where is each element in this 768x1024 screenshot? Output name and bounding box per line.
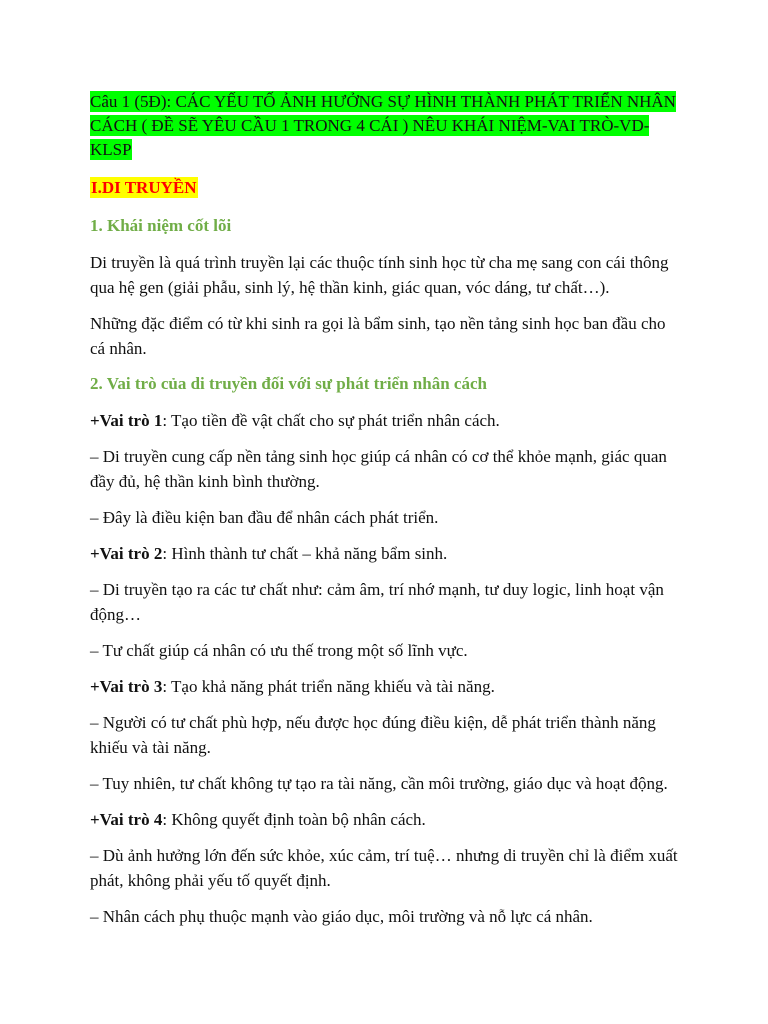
role-1: [90, 408, 678, 433]
paragraph-definition: Di truyền là quá trình truyền lại các thuộc tính sinh học từ cha mẹ sang con cái thông qua hệ gen (giải phẫu, sinh lý, hệ thần kinh, giác quan, vóc dáng, tư chất…).: [90, 253, 669, 297]
role-3-point-b: – Tuy nhiên, tư chất không tự tạo ra tài năng, cần môi trường, giáo dục và hoạt động.: [90, 774, 668, 793]
paragraph-innate: Những đặc điểm có từ khi sinh ra gọi là bẩm sinh, tạo nền tảng sinh học ban đầu cho cá nhân.: [90, 314, 666, 358]
subheading-roles: 2. Vai trò của di truyền đối với sự phát triển nhân cách: [90, 374, 487, 393]
role-1-text: : Tạo tiền đề vật chất cho sự phát triển nhân cách.: [162, 411, 500, 430]
role-2-point-b: – Tư chất giúp cá nhân có ưu thế trong một số lĩnh vực.: [90, 641, 468, 660]
subheading-concept: 1. Khái niệm cốt lõi: [90, 216, 232, 235]
role-2: [90, 541, 678, 566]
role-2-label: +Vai trò 2: [90, 544, 163, 563]
role-4-label: +Vai trò 4: [90, 810, 163, 829]
role-4-text: : Không quyết định toàn bộ nhân cách.: [162, 810, 426, 829]
role-2-text: : Hình thành tư chất – khả năng bẩm sinh.: [162, 544, 448, 563]
role-4-point-a: – Dù ảnh hưởng lớn đến sức khỏe, xúc cảm, trí tuệ… nhưng di truyền chỉ là điểm xuất phát, không phải yếu tố quyết định.: [90, 846, 678, 890]
role-1-point-a: – Di truyền cung cấp nền tảng sinh học giúp cá nhân có cơ thể khỏe mạnh, giác quan đầy đủ, hệ thần kinh bình thường.: [90, 447, 667, 491]
question-title: [90, 90, 678, 162]
role-3-text: : Tạo khả năng phát triển năng khiếu và tài năng.: [162, 677, 495, 696]
role-2-point-a: – Di truyền tạo ra các tư chất như: cảm âm, trí nhớ mạnh, tư duy logic, linh hoạt vận động…: [90, 580, 664, 624]
role-1-label: +Vai trò 1: [90, 411, 163, 430]
section-heading-text: I.DI TRUYỀN: [91, 178, 197, 197]
role-3-point-a: – Người có tư chất phù hợp, nếu được học đúng điều kiện, dễ phát triển thành năng khiếu và tài năng.: [90, 713, 656, 757]
question-title-text: Câu 1 (5Đ): CÁC YẾU TỐ ẢNH HƯỞNG SỰ HÌNH THÀNH PHÁT TRIỂN NHÂN CÁCH ( ĐỀ SẼ YÊU CẦU 1 TRONG 4 CÁI ) NÊU KHÁI NIỆM-VAI TRÒ-VD-KLSP: [90, 92, 676, 159]
section-heading: [90, 176, 678, 200]
role-3-label: +Vai trò 3: [90, 677, 163, 696]
role-1-point-b: – Đây là điều kiện ban đầu để nhân cách phát triển.: [90, 508, 439, 527]
role-4: [90, 807, 678, 832]
role-4-point-b: – Nhân cách phụ thuộc mạnh vào giáo dục, môi trường và nỗ lực cá nhân.: [90, 907, 593, 926]
role-3: [90, 674, 678, 699]
